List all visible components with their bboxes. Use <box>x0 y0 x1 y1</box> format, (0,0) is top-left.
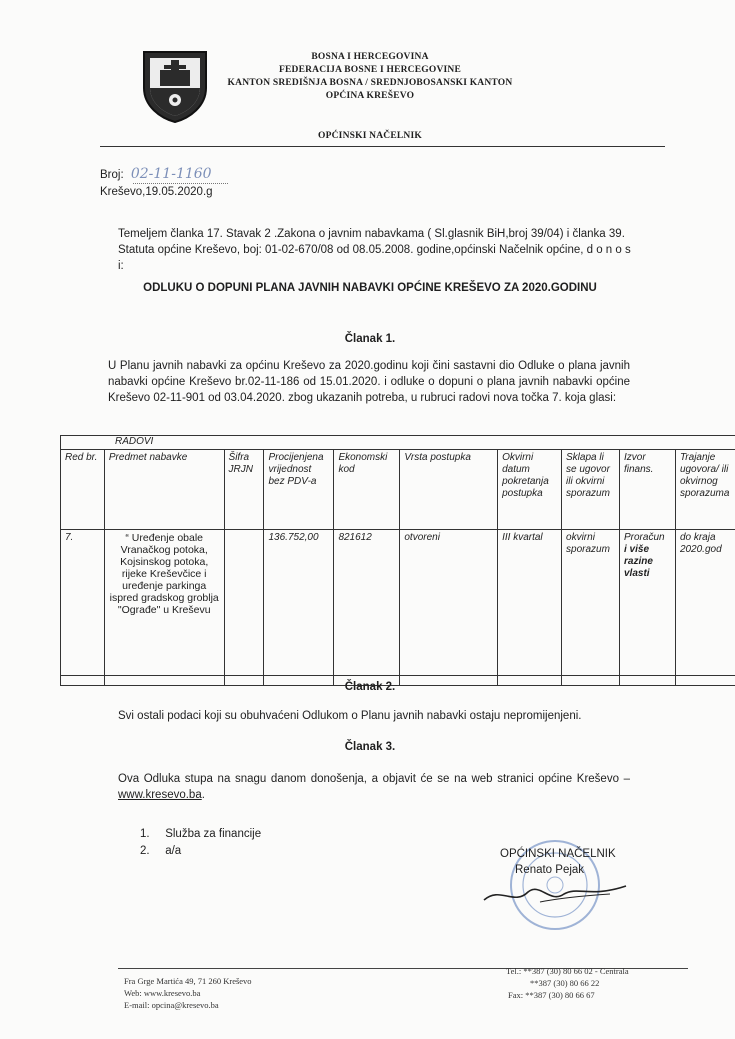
table-section-row <box>61 436 735 450</box>
footer-email: E-mail: opcina@kresevo.ba <box>124 1000 219 1010</box>
col-header-red: Red br. <box>61 450 105 530</box>
footer-tel2: **387 (30) 80 66 22 <box>530 978 600 988</box>
cell-postupak: otvoreni <box>400 530 498 676</box>
cell-datum: III kvartal <box>498 530 562 676</box>
handwritten-signature-icon <box>480 876 630 910</box>
distribution-text: a/a <box>165 845 182 857</box>
distribution-item <box>140 843 181 859</box>
intro-paragraph: Temeljem članka 17. Stavak 2 .Zakona o javnim nabavkama ( Sl.glasnik BiH,broj 39/04) i članka 39. Statuta općine Kreševo, boj: 01-02-670/08 od 08.05.2008. godine,općinski Načelnik općine, d o n o s i: <box>118 228 631 272</box>
document-title: ODLUKU O DOPUNI PLANA JAVNIH NABAVKI OPĆINE KREŠEVO ZA 2020.GODINU <box>143 282 597 294</box>
header-municipality: OPĆINA KREŠEVO <box>325 91 415 101</box>
cell-sifra <box>224 530 264 676</box>
cell-trajanje: do kraja 2020.god <box>675 530 735 676</box>
footer-tel: Tel.: **387 (30) 80 66 02 - Centrala <box>506 966 629 976</box>
distribution-text: Služba za financije <box>165 828 262 840</box>
cell-izvor-bold: i više razine vlasti <box>623 544 653 579</box>
cell-vrijednost: 136.752,00 <box>264 530 334 676</box>
col-header-predmet: Predmet nabavke <box>104 450 224 530</box>
cell-kod: 821612 <box>334 530 400 676</box>
article-1-heading: Članak 1. <box>344 333 396 345</box>
distribution-item <box>140 826 261 842</box>
broj-label: Broj: <box>100 169 124 181</box>
table-row <box>61 530 735 676</box>
col-header-kod: Ekonomski kod <box>334 450 400 530</box>
cell-izvor-main: Proračun <box>623 532 665 543</box>
article-2-text: Svi ostali podaci koji su obuhvaćeni Odlukom o Planu javnih nabavki ostaju nepromijenjeni. <box>118 710 582 722</box>
article-3-period: . <box>201 789 205 801</box>
header-office: OPĆINSKI NAČELNIK <box>318 131 422 141</box>
signature-name: Renato Pejak <box>515 864 585 876</box>
broj-handwritten-value: 02-11-1160 <box>130 166 212 182</box>
place-date: Kreševo,19.05.2020.g <box>100 186 213 198</box>
article-1-text: U Planu javnih nabavki za općinu Kreševo za 2020.godinu koji čini sastavni dio Odluke o plana javnih nabavki općine Kreševo br.02-11-186 od 15.01.2020. i odluke o dopuni o plana javnih nabavki općine Kreševo 02-11-901 od 03.04.2020. zbog ukazanih potreba, u rubruci radovi nova točka 7. koja glasi: <box>108 360 630 404</box>
col-header-trajanje: Trajanje ugovora/ ili okvirnog sporazuma <box>675 450 735 530</box>
header-rule <box>100 146 665 147</box>
cell-izvor <box>619 530 675 676</box>
distribution-num: 2. <box>140 845 150 857</box>
cell-predmet: “ Uređenje obale Vranačkog potoka, Kojsinskog potoka, rijeke Kreševčice i uređenje parkinga ispred gradskog groblja "Ograđe" u Kreševu <box>104 530 224 676</box>
reference-line <box>100 166 212 183</box>
col-header-izvor: Izvor finans. <box>619 450 675 530</box>
col-header-ugovor: Sklapa li se ugovor ili okvirni sporazum <box>562 450 620 530</box>
article-3-heading: Članak 3. <box>344 741 396 753</box>
distribution-num: 1. <box>140 828 150 840</box>
col-header-datum: Okvirni datum pokretanja postupka <box>498 450 562 530</box>
footer-fax: Fax: **387 (30) 80 66 67 <box>508 990 595 1000</box>
footer-address: Fra Grge Martića 49, 71 260 Kreševo <box>124 976 252 986</box>
cell-ugovor: okvirni sporazum <box>562 530 620 676</box>
table-section-label: RADOVI <box>61 436 735 450</box>
website-link[interactable]: www.kresevo.ba <box>118 789 202 801</box>
cell-red: 7. <box>61 530 105 676</box>
col-header-vrijednost: Procijenjena vrijednost bez PDV-a <box>264 450 334 530</box>
signature-title: OPĆINSKI NAČELNIK <box>500 848 616 860</box>
footer-web: Web: www.kresevo.ba <box>124 988 201 998</box>
header-country: BOSNA I HERCEGOVINA <box>311 52 429 62</box>
article-3-body: Ova Odluka stupa na snagu danom donošenja, a objavit će se na web stranici općine Kreševo – <box>118 773 630 785</box>
col-header-sifra: Šifra JRJN <box>224 450 264 530</box>
article-2-heading: Članak 2. <box>344 681 396 693</box>
table-header-row <box>61 450 735 530</box>
article-3-text <box>118 771 630 803</box>
header-canton: KANTON SREDIŠNJA BOSNA / SREDNJOBOSANSKI KANTON <box>227 78 513 88</box>
col-header-postupak: Vrsta postupka <box>400 450 498 530</box>
header-federation: FEDERACIJA BOSNE I HERCEGOVINE <box>278 65 462 75</box>
procurement-table <box>60 435 735 686</box>
